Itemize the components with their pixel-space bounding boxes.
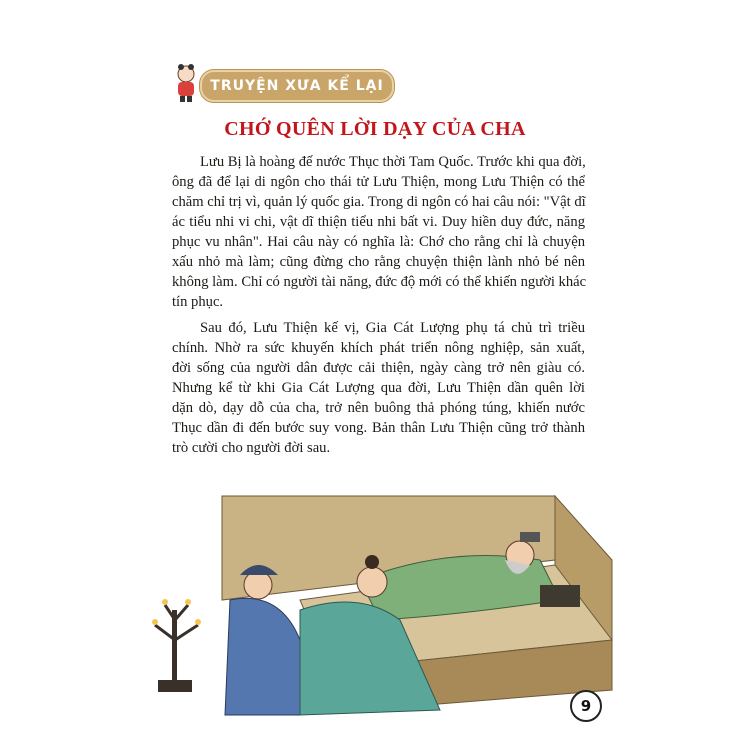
- text-line: Thục dần đi đến bước suy vong. Bản thân Lưu Thiện cũng trở thành: [172, 420, 585, 436]
- child-mascot-icon: [172, 62, 202, 106]
- text-line: ông đã để lại di ngôn cho thái tử Lưu Thiện, mong Lưu Thiện có thể: [172, 174, 585, 190]
- series-banner: TRUYỆN XƯA KỂ LẠI: [200, 70, 394, 102]
- text-line: tín phục.: [172, 294, 224, 310]
- story-title: CHỚ QUÊN LỜI DẠY CỦA CHA: [224, 118, 526, 140]
- text-line: xấu nhỏ mà làm; cũng đừng cho rằng chuyện thiện lành nhỏ bé nên: [172, 254, 585, 270]
- text-line: Lưu Bị là hoàng đế nước Thục thời Tam Quốc. Trước khi qua đời,: [200, 154, 586, 170]
- text-line: Sau đó, Lưu Thiện kế vị, Gia Cát Lượng phụ tá chủ trì triều: [200, 320, 585, 336]
- text-line: ác tiểu nhi vi chi, vật dĩ thiện tiểu nhi bất vi. Duy hiền duy đức, năng: [172, 214, 585, 230]
- text-line: chăm chỉ trị vì, quản lý quốc gia. Trong di ngôn có hai câu nói: "Vật dĩ: [172, 194, 586, 210]
- illustration-deathbed-scene: [140, 480, 620, 730]
- text-line: trò cười cho người đời sau.: [172, 440, 331, 456]
- text-line: phục vu nhân". Hai câu này có nghĩa là: Chớ cho rằng chỉ là chuyện: [172, 234, 585, 250]
- page-number: 9: [570, 690, 602, 722]
- text-line: Nhưng kể từ khi Gia Cát Lượng qua đời, Lưu Thiện dần quên lời: [172, 380, 585, 396]
- text-line: dặn dò, dạy dỗ của cha, trở nên buông thả phóng túng, khiến nước: [172, 400, 585, 416]
- text-line: đời sống của người dân được cải thiện, ngày càng trở nên giàu có.: [172, 360, 585, 376]
- candle-stand: [152, 599, 201, 692]
- text-line: chính. Nhờ ra sức khuyến khích phát triển nông nghiệp, sản xuất,: [172, 340, 585, 356]
- text-line: không làm. Chỉ có người tài năng, đức độ mới có thể khiến người khác: [172, 274, 587, 290]
- series-header: [172, 62, 442, 106]
